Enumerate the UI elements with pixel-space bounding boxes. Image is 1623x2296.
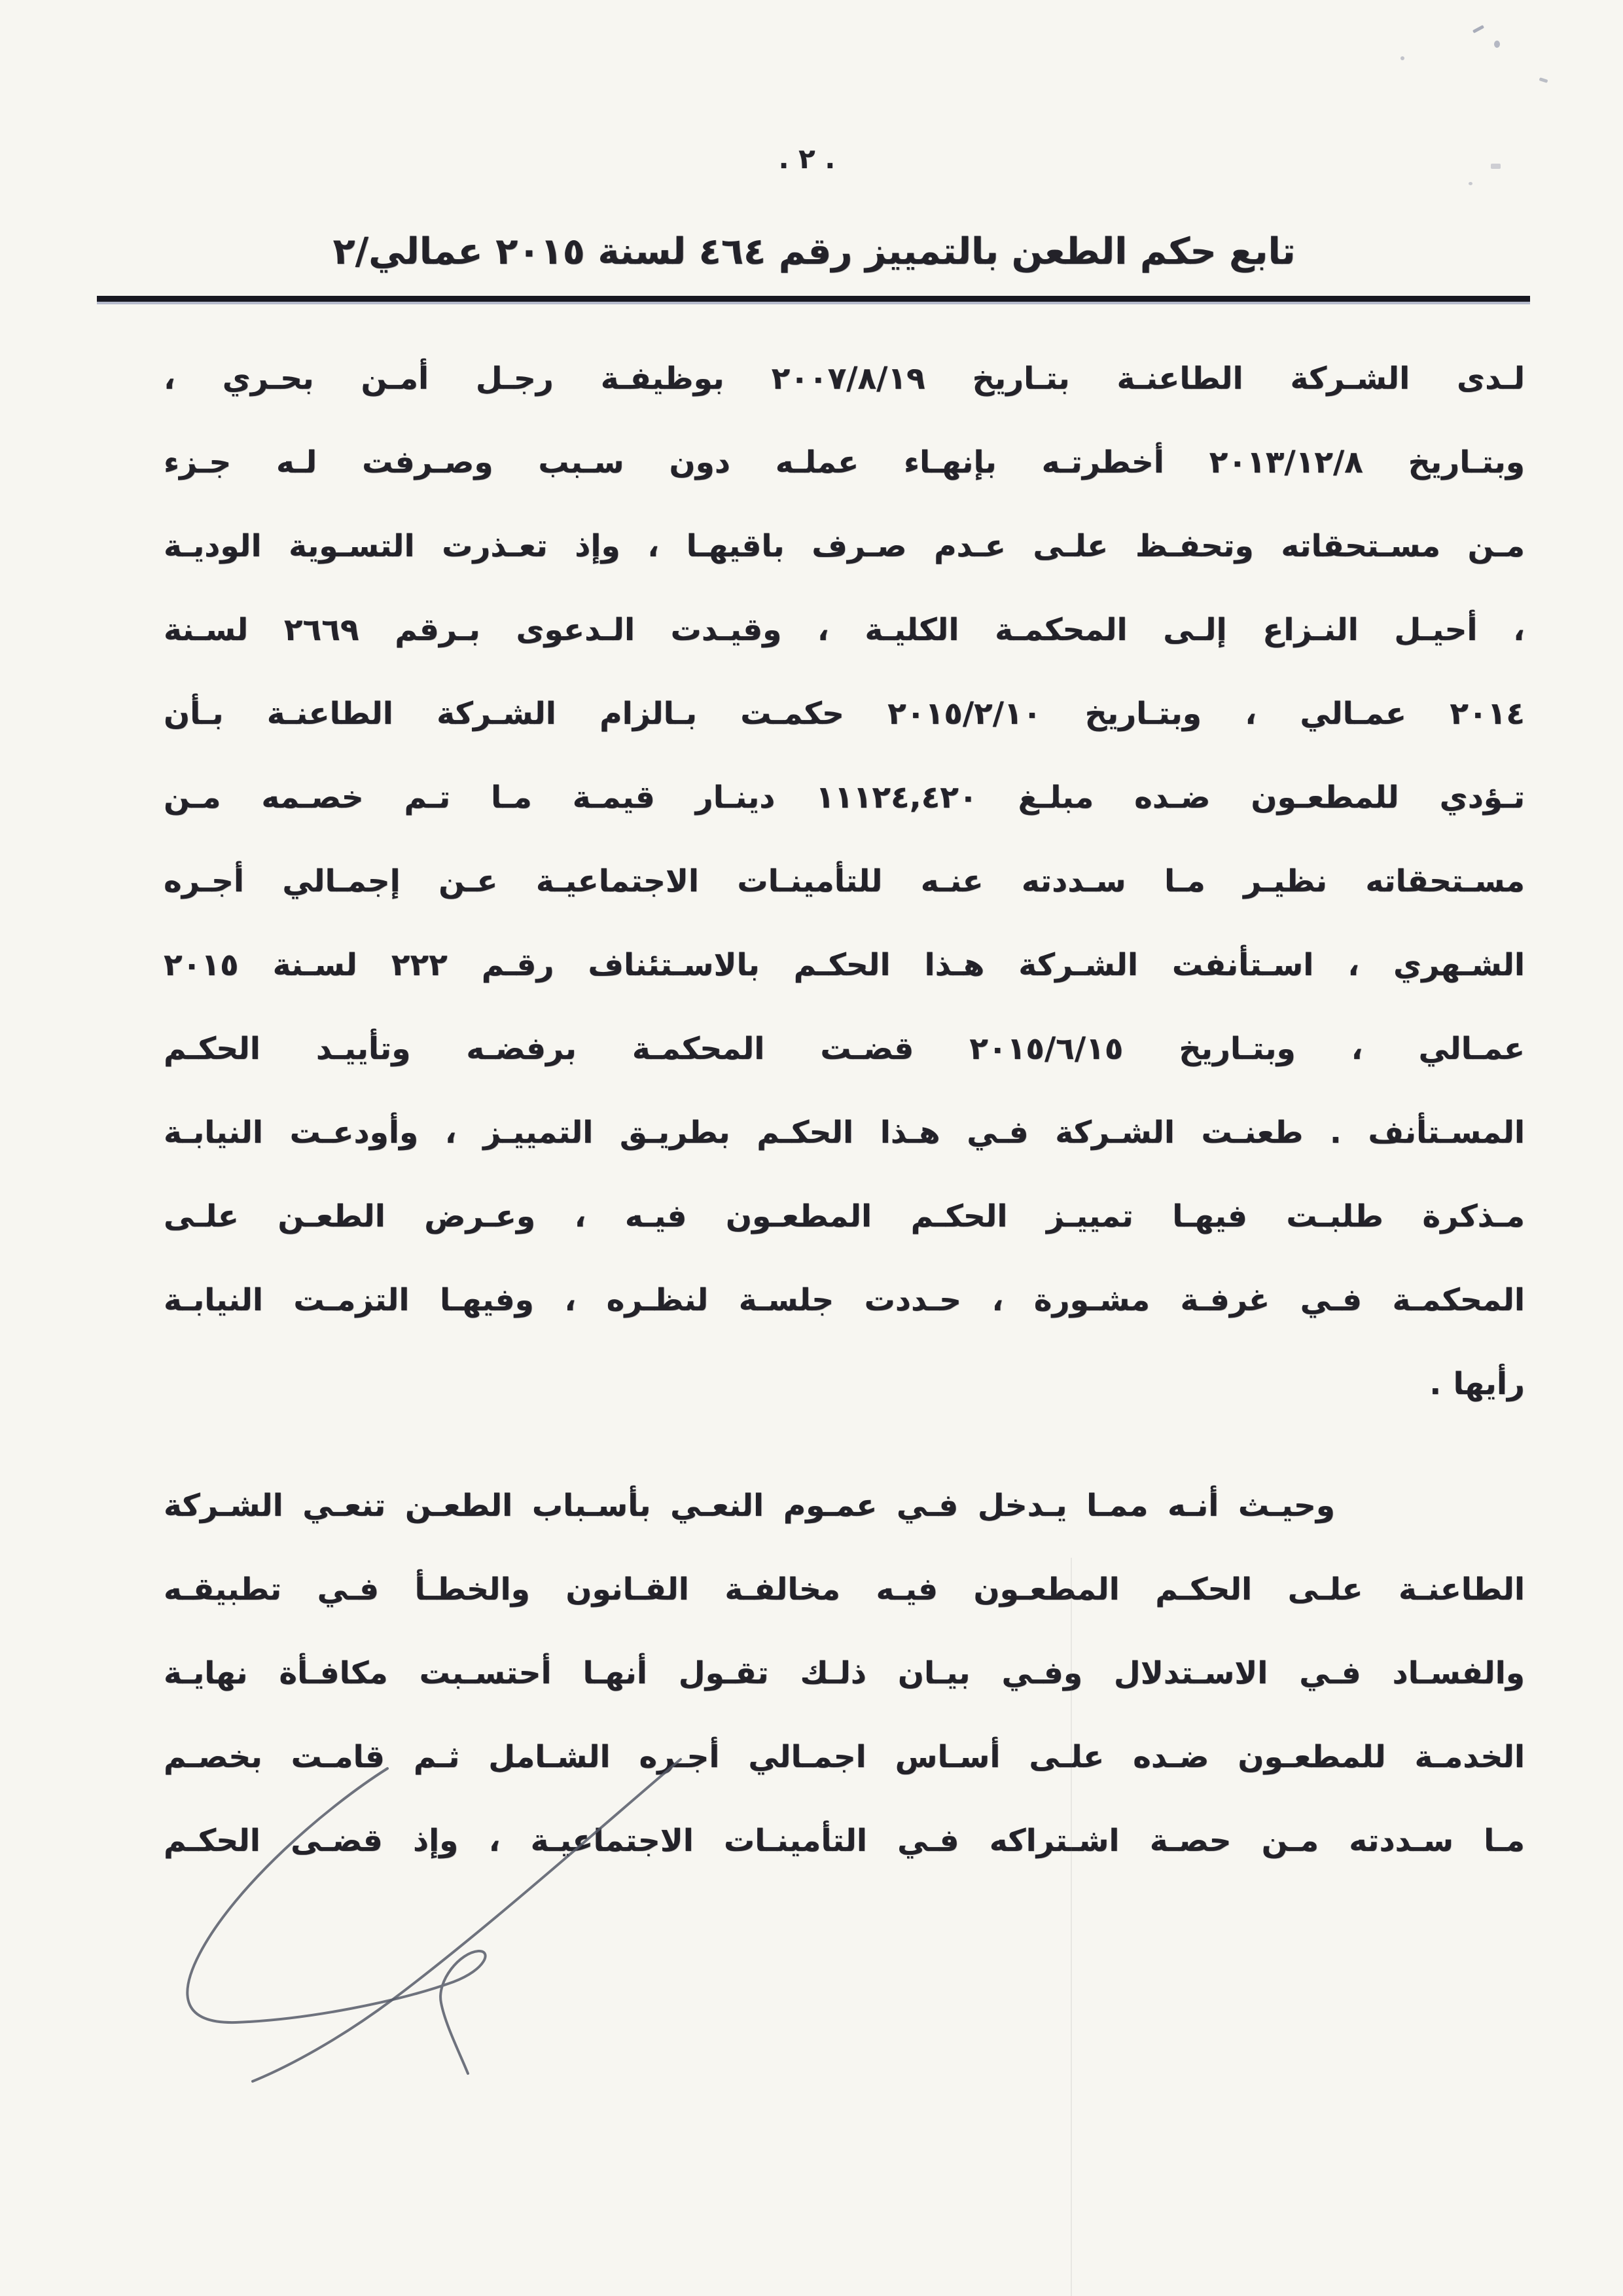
scan-speck [1472, 25, 1484, 33]
judgment-body [164, 337, 1525, 1883]
text-line: والفسـاد فـي الاسـتدلال وفـي بيـان ذلـك تقـول أنهـا أحتسـبت مكافـأة نهايـة [164, 1655, 1525, 1691]
scan-speck [1494, 41, 1500, 48]
text-line: مـذكرة طلبـت فيهـا تمييـز الحكـم المطعـون فيـه ، وعـرض الطعـن علـى [164, 1198, 1525, 1234]
text-line: المسـتأنف . طعنـت الشـركة فـي هـذا الحكـم بطريـق التمييـز ، وأودعـت النيابـة [164, 1115, 1525, 1151]
text-line: مسـتحقاته نظيـر مـا سـددته عنـه للتأمينـات الاجتماعيـة عـن إجمـالي أجـره [164, 863, 1525, 899]
text-line: لـدى الشـركة الطاعنـة بتـاريخ ٢٠٠٧/٨/١٩ بوظيفـة رجـل أمـن بحـري ، [164, 361, 1525, 397]
text-line: تـؤدي للمطعـون ضـده مبلـغ ١١١٢٤,٤٢٠ دينـار قيمـة مـا تـم خصـمه مـن [164, 780, 1525, 816]
paragraph-2 [164, 1464, 1525, 1883]
text-line: ، أحيـل النـزاع إلـى المحكمـة الكليـة ، وقيـدت الـدعوى بـرقم ٢٦٦٩ لسـنة [164, 612, 1525, 648]
paragraph-1-last-line: رأيها . [1429, 1366, 1525, 1402]
scan-speck [1539, 77, 1548, 83]
scan-speck [1469, 182, 1472, 185]
text-line: وبتـاريخ ٢٠١٣/١٢/٨ أخطرتـه بإنهـاء عملـه دون سـبب وصـرفت لـه جـزء [164, 444, 1525, 480]
text-line: الخدمـة للمطعـون ضـده علـى أسـاس اجمـالي أجـره الشـامل ثـم قامـت بخصـم [164, 1739, 1525, 1775]
text-line: المحكمـة فـي غرفـة مشـورة ، حـددت جلسـة لنظـره ، وفيهـا التزمـت النيابـة [164, 1282, 1525, 1318]
text-line: ٢٠١٤ عمـالي ، وبتـاريخ ٢٠١٥/٢/١٠ حكمـت بـالزام الشـركة الطاعنـة بـأن [164, 696, 1525, 732]
scan-speck [1400, 56, 1404, 60]
text-line: مـن مسـتحقاته وتحفـظ علـى عـدم صـرف باقيهـا ، وإذ تعـذرت التسـوية الوديـة [164, 528, 1525, 564]
page-number: . ٢ . [778, 143, 836, 175]
header-underline [97, 296, 1530, 302]
case-header-title: تابع حكم الطعن بالتمييز رقم ٤٦٤ لسنة ٢٠١٥ عمالي/٢ [332, 230, 1296, 273]
paragraph-1 [164, 337, 1525, 1342]
text-line: مـا سـددته مـن حصـة اشـتراكه فـي التأمينـات الاجتماعيـة ، وإذ قضـى الحكـم [164, 1823, 1525, 1859]
text-line: الطاعنـة علـى الحكـم المطعـون فيـه مخالفـة القـانون والخطـأ فـي تطبيقـه [164, 1571, 1525, 1607]
text-line: الشـهري ، اسـتأنفت الشـركة هـذا الحكـم بالاسـتئناف رقـم ٢٢٢ لسـنة ٢٠١٥ [164, 947, 1525, 983]
text-line: عمـالي ، وبتـاريخ ٢٠١٥/٦/١٥ قضـت المحكمـة برفضـه وتأييـد الحكـم [164, 1031, 1525, 1067]
text-line: وحيـث أنـه ممـا يـدخل فـي عمـوم النعـي بأسـباب الطعـن تنعـي الشـركة [164, 1488, 1335, 1524]
scan-fold-line [1071, 1558, 1072, 2296]
